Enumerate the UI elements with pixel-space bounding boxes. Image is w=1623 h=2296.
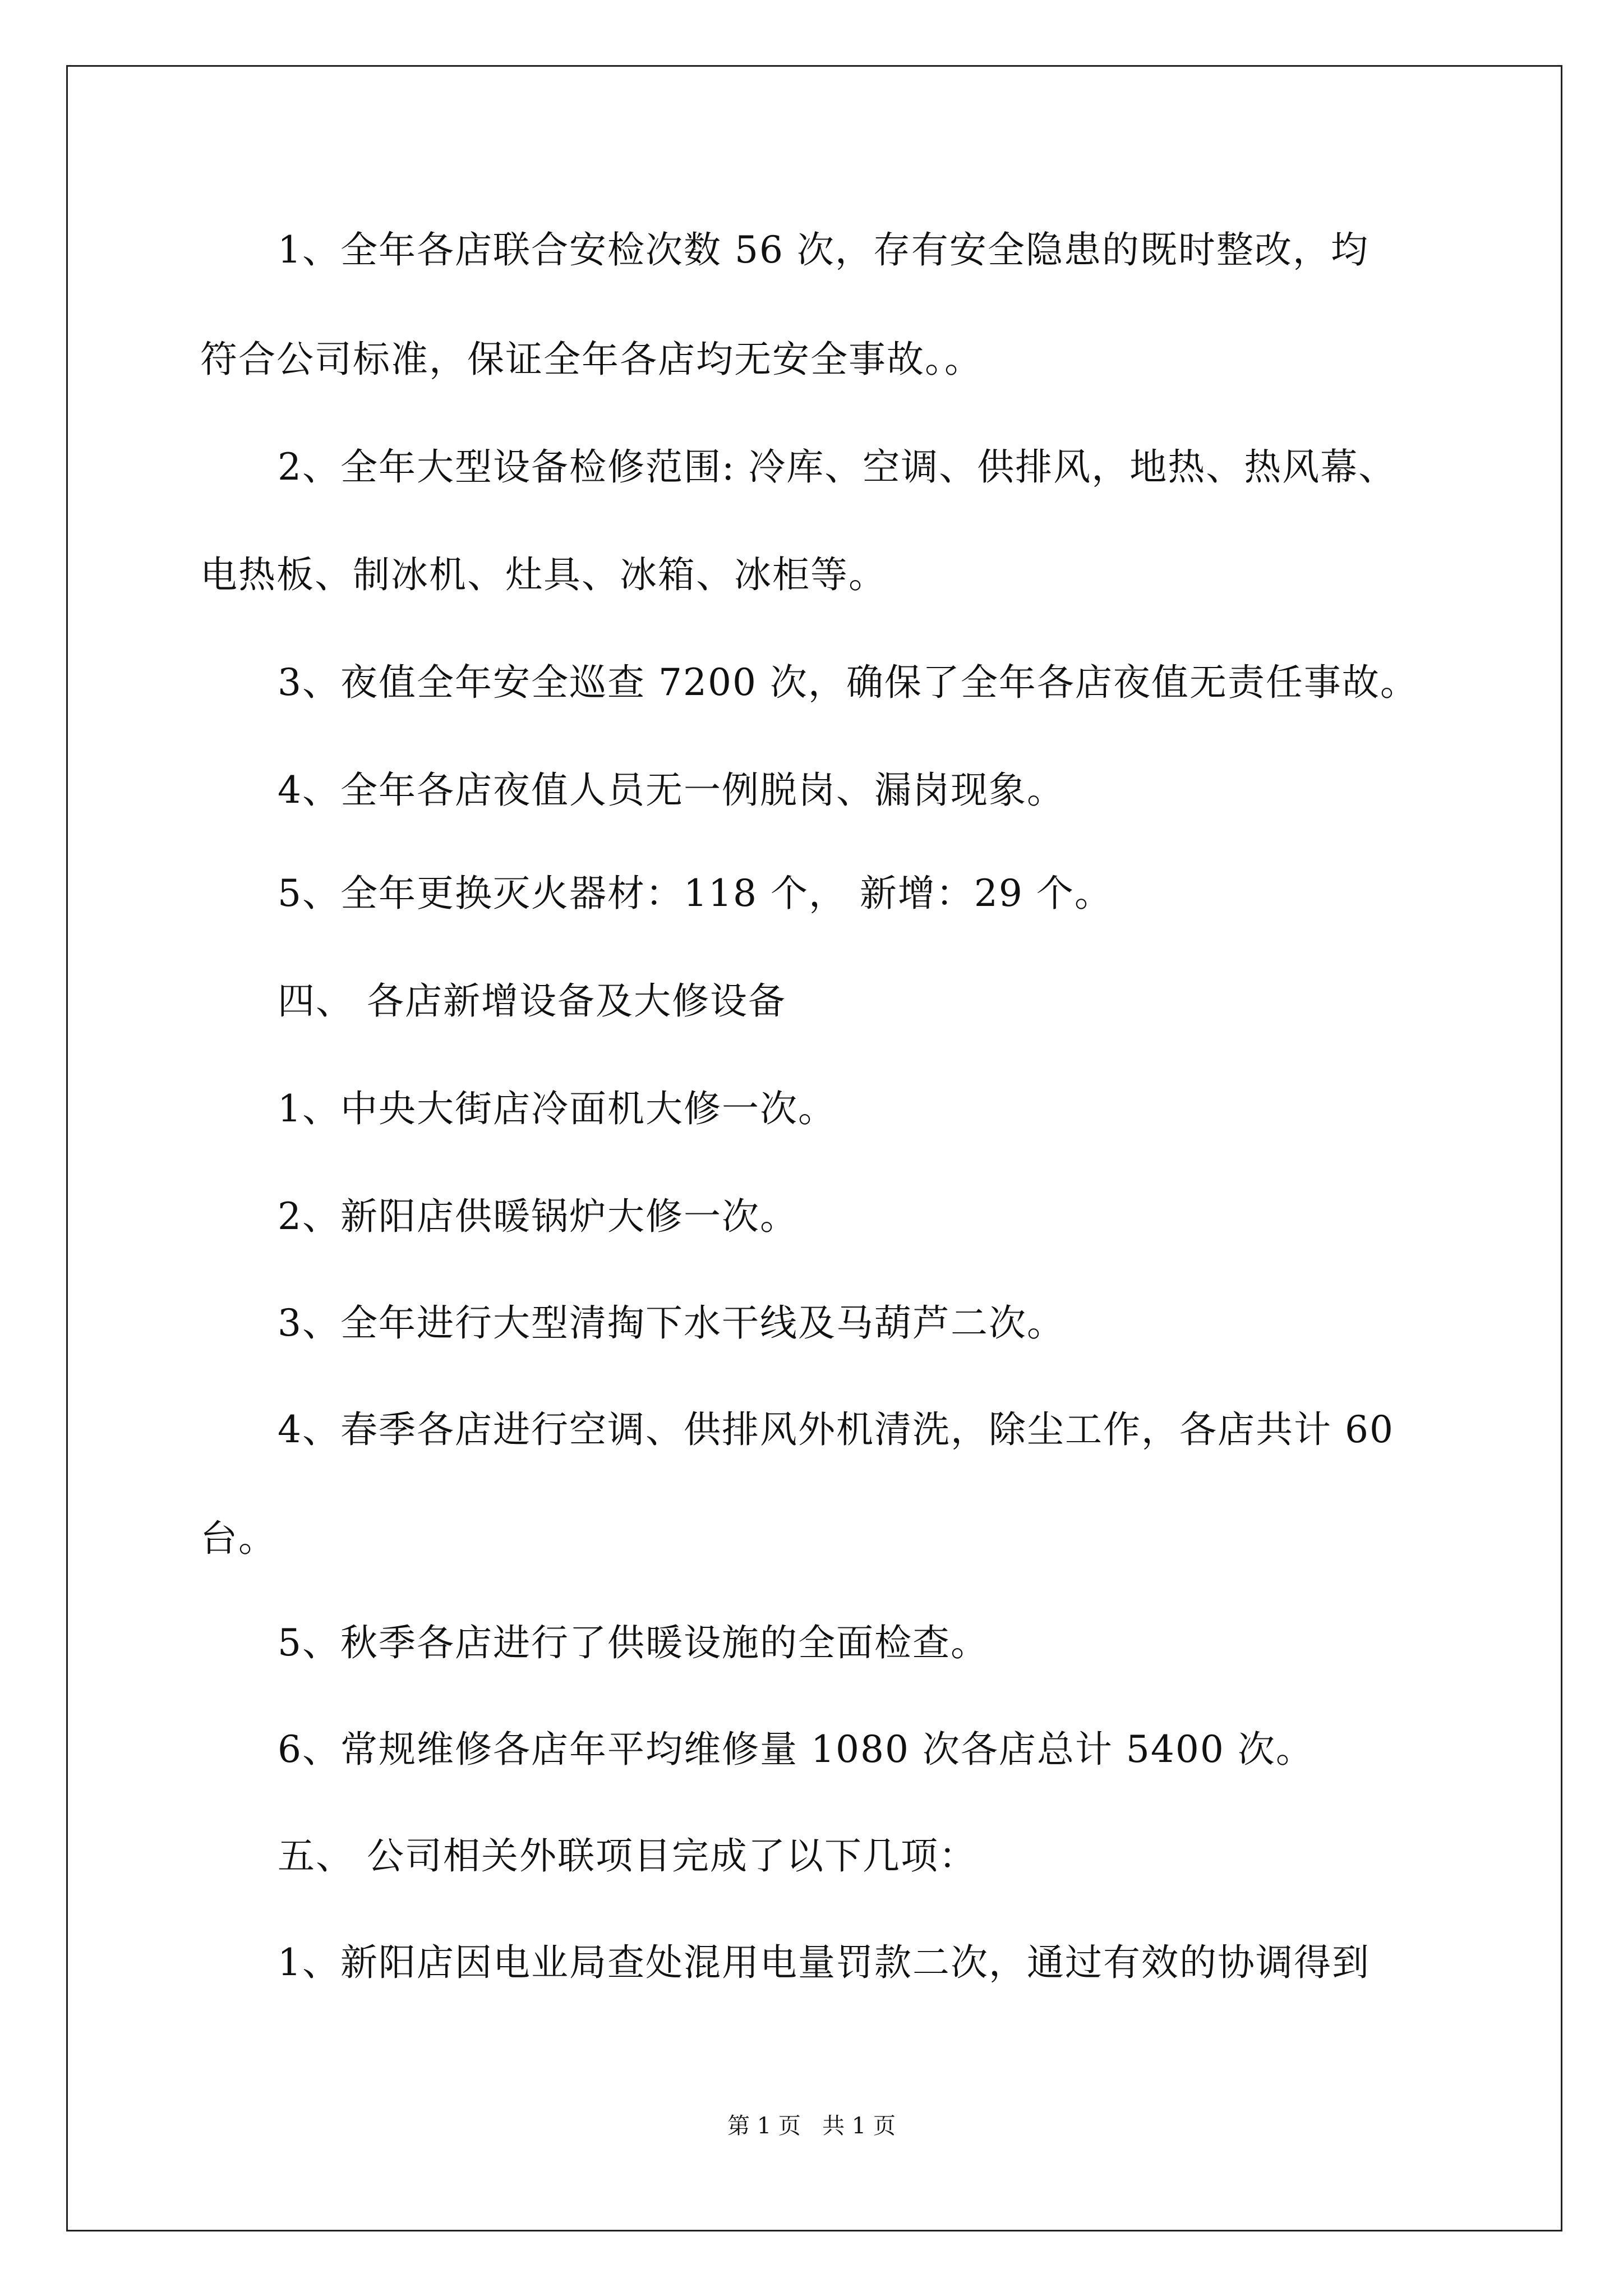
- text-line-15: 6、常规维修各店年平均维修量 1080 次各店总计 5400 次。: [278, 1728, 1314, 1771]
- text-line-6: 4、全年各店夜值人员无一例脱岗、漏岗现象。: [278, 769, 1065, 812]
- text-line-11: 3、全年进行大型清掏下水干线及马葫芦二次。: [278, 1301, 1065, 1345]
- text-line-4: 电热板、制冰机、灶具、冰箱、冰柜等。: [200, 553, 887, 596]
- section-heading-5: 五、 公司相关外联项目完成了以下几项：: [278, 1834, 977, 1878]
- text-line-5: 3、夜值全年安全巡查 7200 次，确保了全年各店夜值无责任事故。: [278, 661, 1418, 704]
- text-line-14: 5、秋季各店进行了供暖设施的全面检查。: [278, 1621, 989, 1664]
- page-footer: 第 1 页 共 1 页: [727, 2113, 896, 2139]
- text-line-3: 2、全年大型设备检修范围: 冷库、空调、供排风，地热、热风幕、: [278, 445, 1397, 489]
- text-line-12: 4、春季各店进行空调、供排风外机清洗，除尘工作，各店共计 60: [278, 1408, 1394, 1451]
- text-line-7: 5、全年更换灭火器材：118 个， 新增：29 个。: [278, 872, 1113, 915]
- text-line-9: 1、中央大街店冷面机大修一次。: [278, 1087, 836, 1130]
- text-line-10: 2、新阳店供暖锅炉大修一次。: [278, 1195, 798, 1238]
- text-line-17: 1、新阳店因电业局查处混用电量罚款二次，通过有效的协调得到: [278, 1941, 1370, 1984]
- text-line-2: 符合公司标准，保证全年各店均无安全事故。。: [200, 338, 983, 381]
- text-line-13: 台。: [200, 1517, 276, 1560]
- text-line-1: 1、全年各店联合安检次数 56 次，存有安全隐患的既时整改，均: [278, 228, 1369, 272]
- page-border: [66, 65, 1562, 2231]
- section-heading-4: 四、 各店新增设备及大修设备: [278, 979, 786, 1023]
